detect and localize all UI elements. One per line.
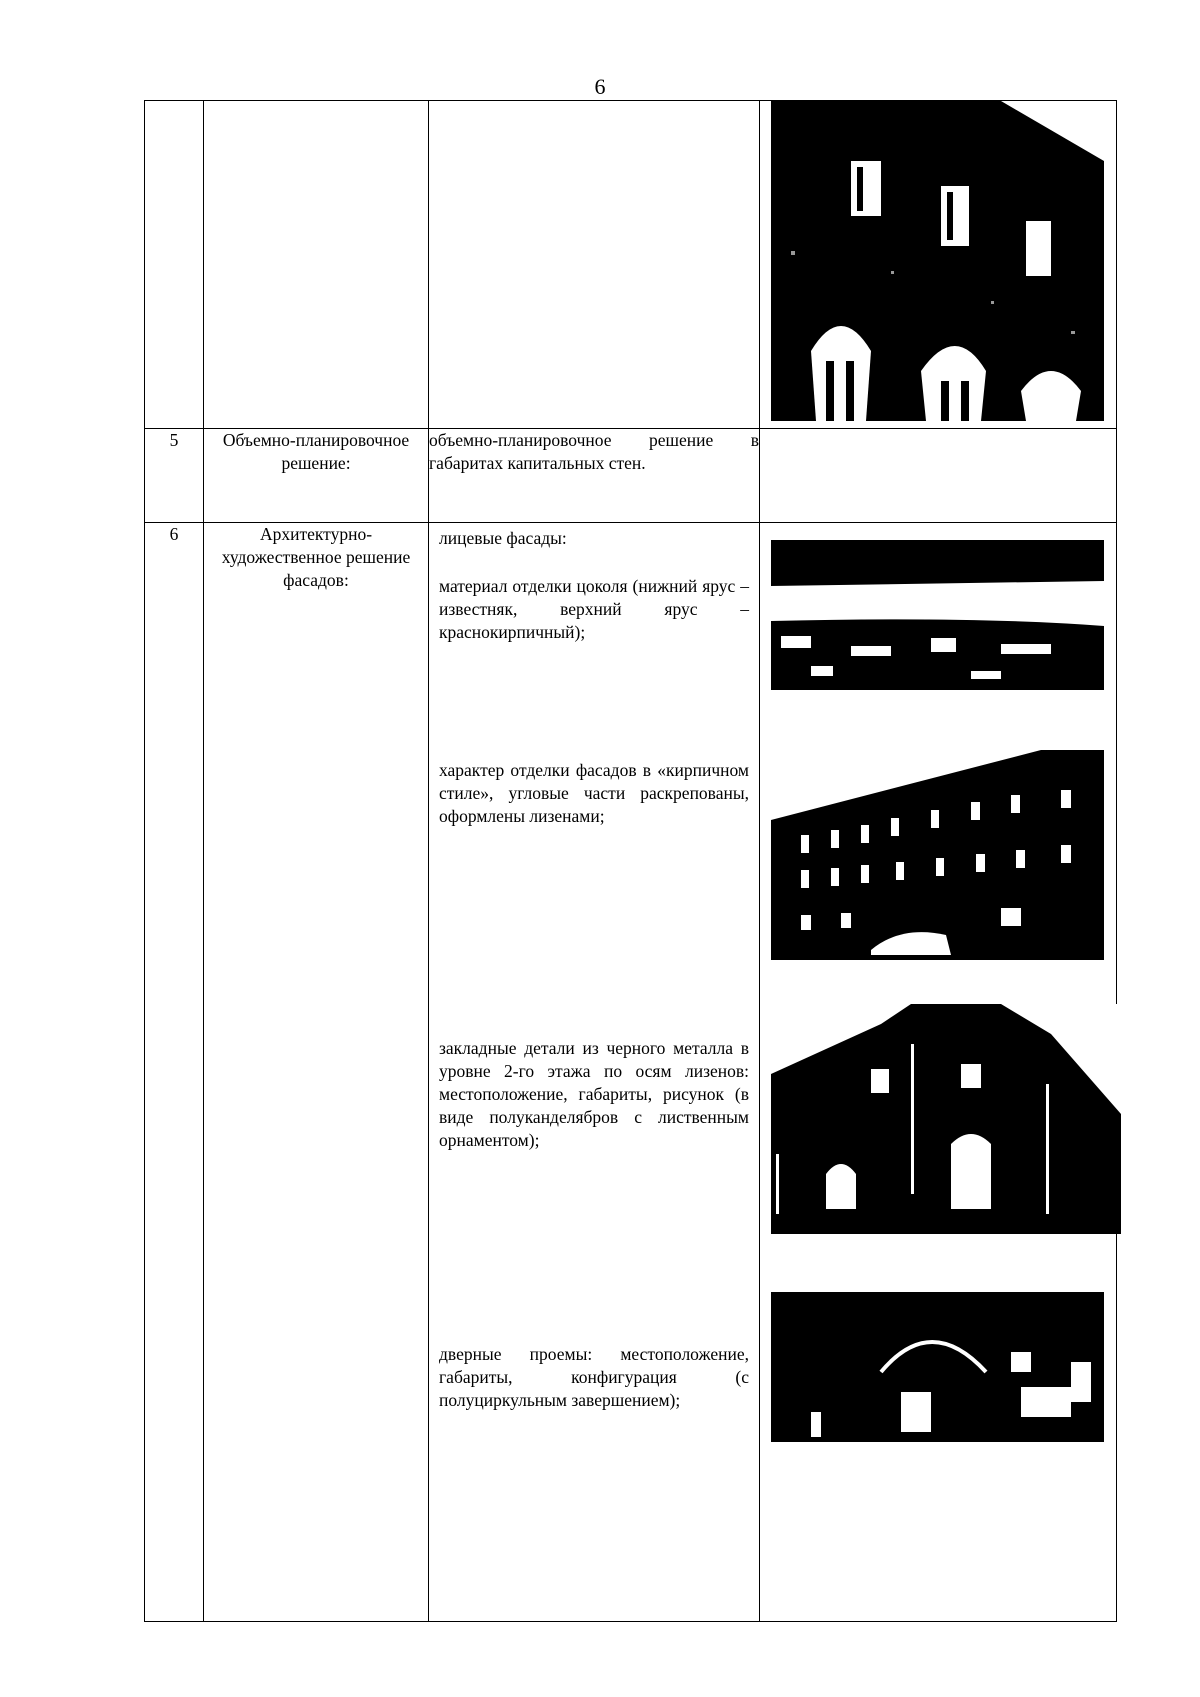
plinth-material-photo bbox=[771, 526, 1104, 708]
description-paragraph: дверные проемы: местоположение, габариты, конфигурация (с полуциркульным завершением); bbox=[439, 1344, 749, 1410]
row-description-cell bbox=[429, 523, 760, 1622]
description-paragraph: объемно-планировочное решение в габаритах капитальных стен. bbox=[429, 430, 759, 473]
row-name-cell: Архитектурно-художественное решение фасадов: bbox=[204, 523, 429, 1622]
page-number: 6 bbox=[594, 74, 606, 99]
description-paragraph: лицевые фасады: bbox=[439, 528, 567, 548]
row-name-cell: Объемно-планировочное решение: bbox=[204, 429, 429, 523]
row-description-cell bbox=[429, 429, 760, 523]
description-paragraph: характер отделки фасадов в «кирпичном стиле», угловые части раскрепованы, оформлены лизенами; bbox=[439, 760, 749, 826]
row-number-cell: 5 bbox=[145, 429, 204, 523]
row-number-cell: 6 bbox=[145, 523, 204, 1622]
doorway-photo bbox=[771, 1292, 1104, 1462]
description-paragraph: закладные детали из черного металла в уровне 2-го этажа по осям лизенов: местоположение, габариты, рисунок (в виде полуканделябров с лиственным орнаментом); bbox=[439, 1038, 749, 1150]
description-paragraph: материал отделки цоколя (нижний ярус – известняк, верхний ярус – краснокирпичный); bbox=[439, 576, 749, 642]
facade-arched-windows-photo bbox=[771, 101, 1104, 421]
table-row bbox=[145, 429, 1117, 523]
row-name-cell bbox=[204, 101, 429, 429]
row-number-cell bbox=[145, 101, 204, 429]
corner-ironwork-photo bbox=[771, 1004, 1121, 1234]
row-image-cell bbox=[760, 429, 1117, 523]
row-description-cell bbox=[429, 101, 760, 429]
building-facade-photo bbox=[771, 750, 1104, 960]
